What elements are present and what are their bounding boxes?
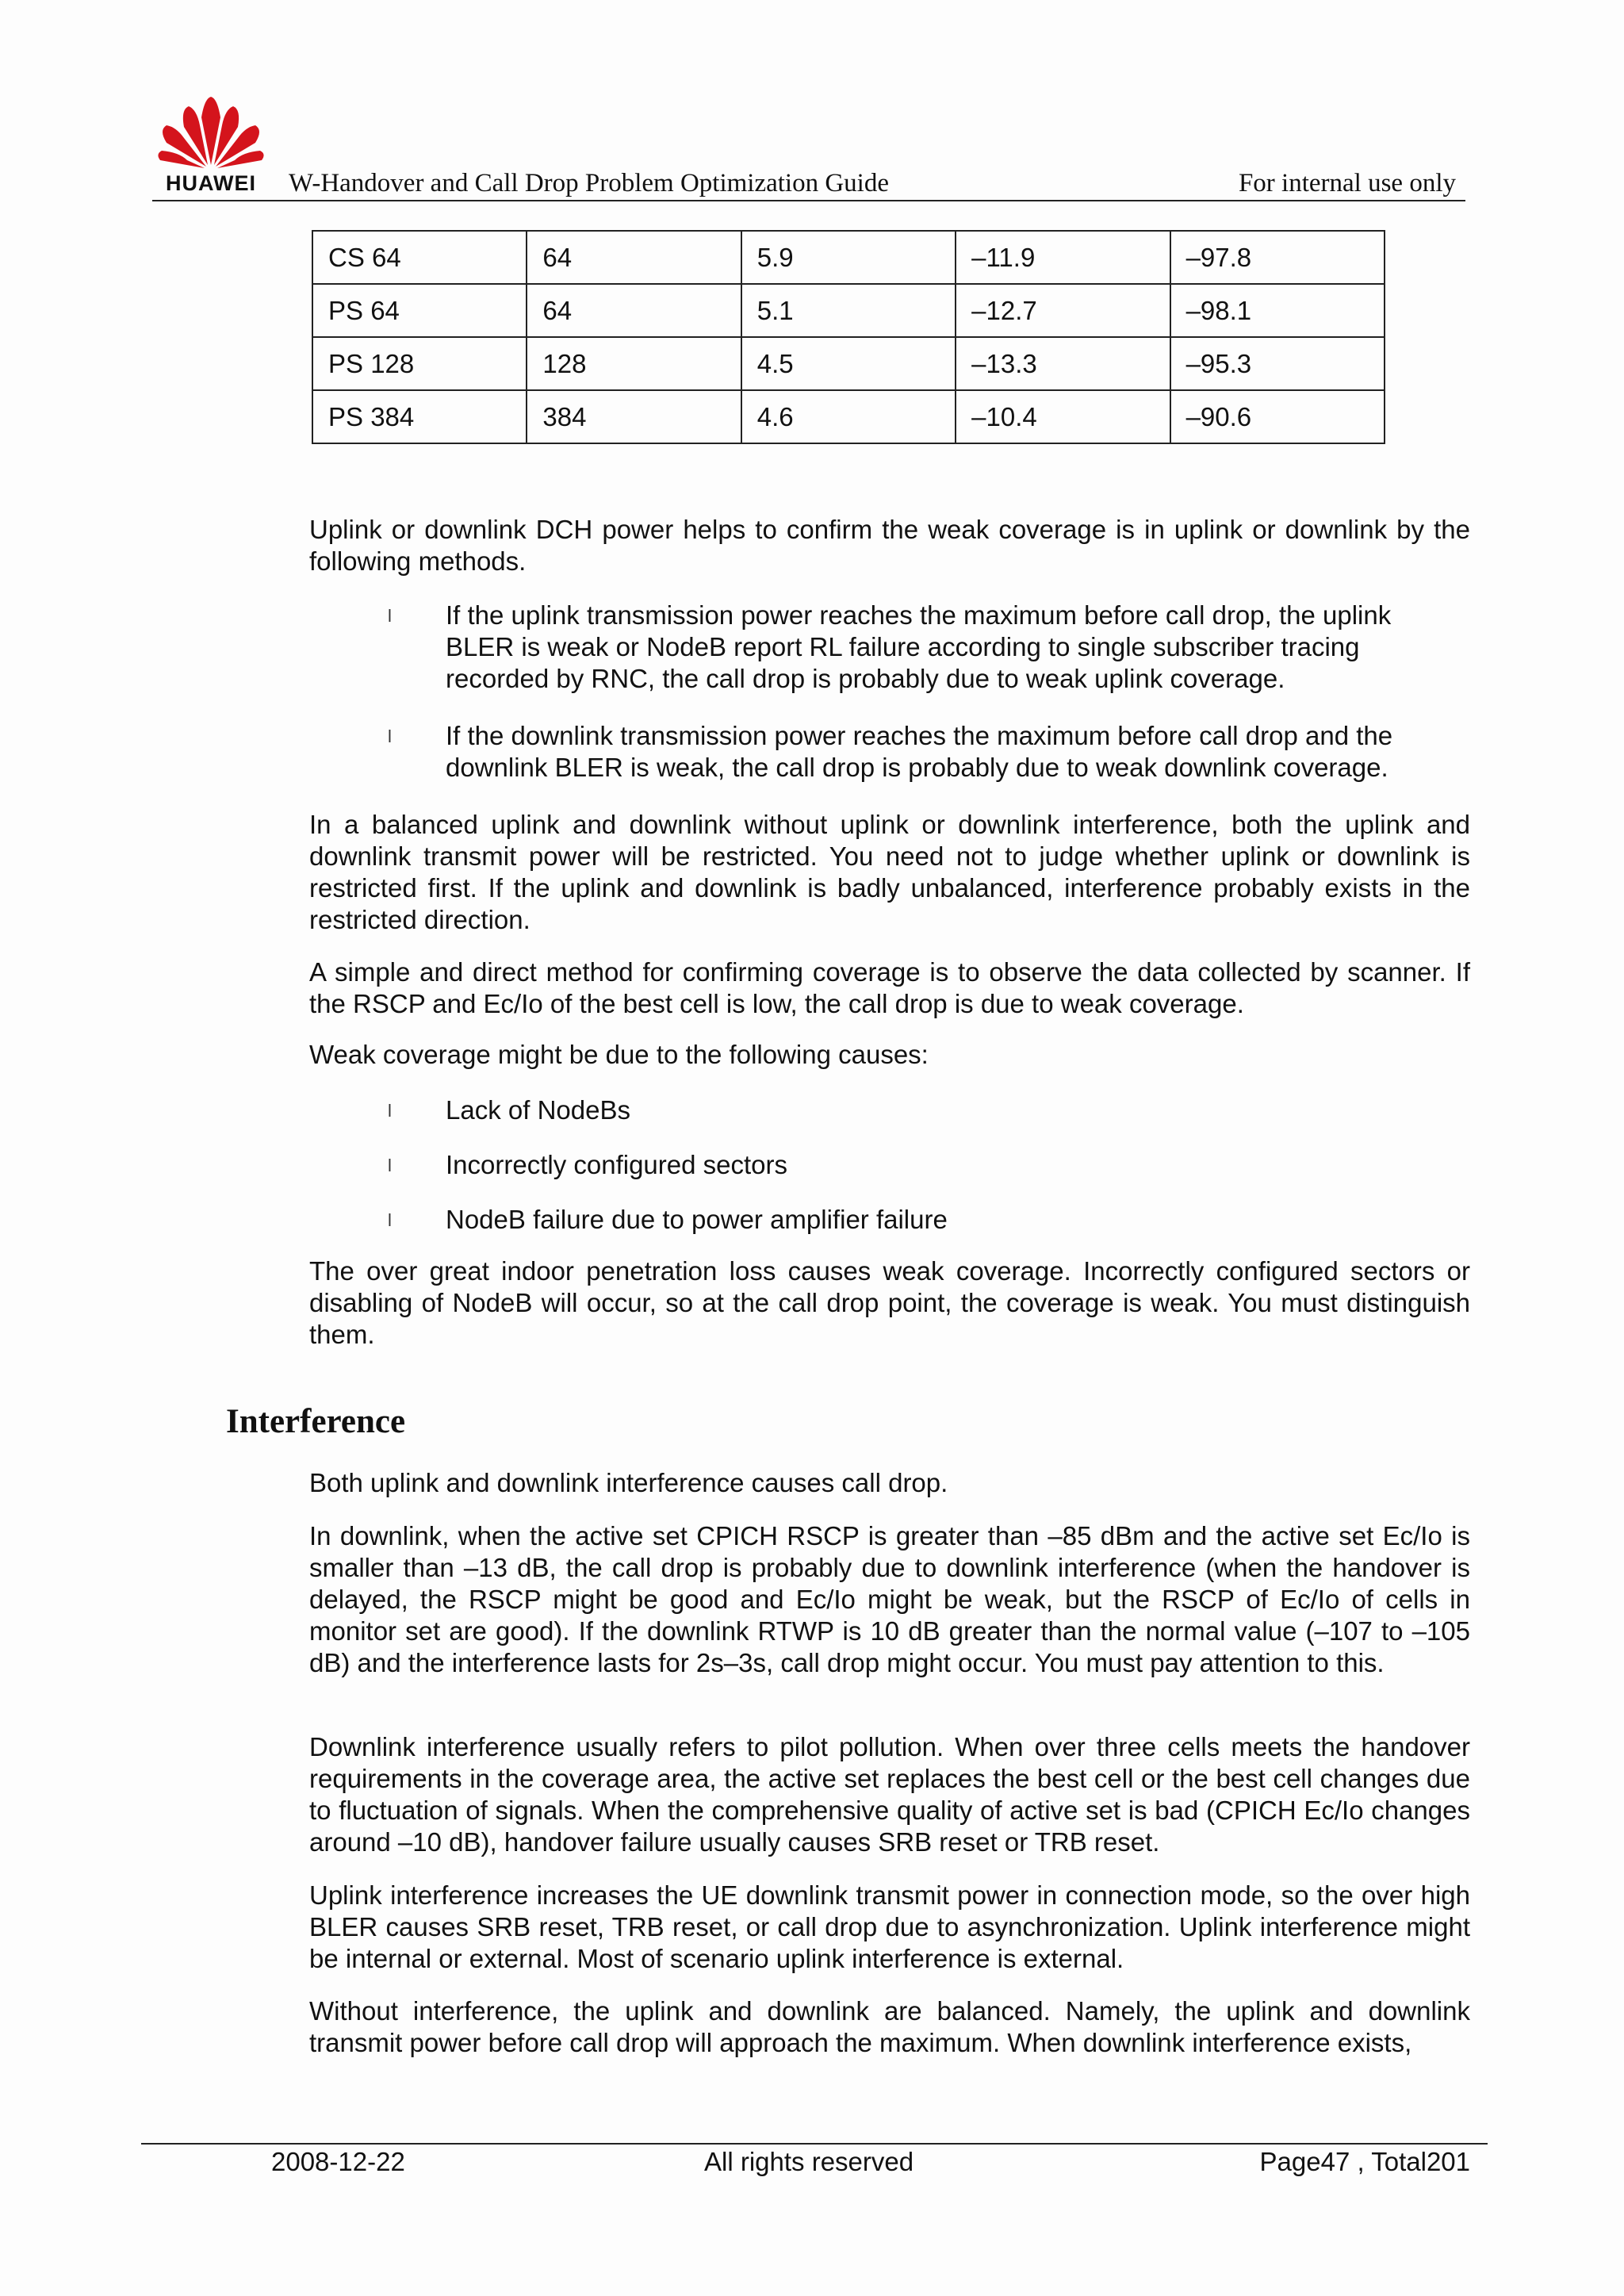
table-cell: 64	[527, 284, 741, 337]
table-cell: –90.6	[1170, 390, 1385, 443]
paragraph: Uplink or downlink DCH power helps to confirm the weak coverage is in uplink or downlink by the following methods.	[309, 515, 1470, 576]
table-cell: –98.1	[1170, 284, 1385, 337]
paragraph-downlink-interference	[309, 1520, 1470, 1679]
table-cell: –11.9	[956, 231, 1170, 284]
table-row	[312, 390, 1385, 443]
footer-divider	[141, 2143, 1488, 2145]
paragraph: The over great indoor penetration loss causes weak coverage. Incorrectly configured sectors or disabling of NodeB will occur, so at the call drop point, the coverage is weak. You must distinguish them.	[309, 1256, 1470, 1349]
footer-page-number: Page47 , Total201	[1259, 2147, 1470, 2176]
table-cell: 64	[527, 231, 741, 284]
table-cell: 384	[527, 390, 741, 443]
bullet-marker: l	[388, 606, 392, 626]
table-cell: –95.3	[1170, 337, 1385, 390]
paragraph-uplink-interference	[309, 1880, 1470, 1975]
paragraph-pilot-pollution	[309, 1731, 1470, 1858]
paragraph-balanced-link	[309, 809, 1470, 936]
table-cell: 5.9	[741, 231, 956, 284]
table-cell: CS 64	[312, 231, 527, 284]
logo-wordmark: HUAWEI	[166, 171, 256, 195]
paragraph-causes-intro	[309, 1039, 1470, 1071]
table-row	[312, 284, 1385, 337]
table-cell: 128	[527, 337, 741, 390]
document-title: W-Handover and Call Drop Problem Optimization Guide	[289, 169, 890, 197]
paragraph-scanner-method	[309, 956, 1470, 1020]
paragraph: Downlink interference usually refers to pilot pollution. When over three cells meets the handover requirements in the coverage area, the active set replaces the best cell or the best cell changes due to fluctuation of signals. When the comprehensive quality of active set is bad (CPICH Ec/Io changes around –10 dB), handover failure usually causes SRB reset or TRB reset.	[309, 1732, 1470, 1857]
paragraph-dch-power	[309, 514, 1470, 577]
table-cell: –12.7	[956, 284, 1170, 337]
huawei-logo	[155, 94, 266, 197]
table-cell: PS 128	[312, 337, 527, 390]
table-row	[312, 231, 1385, 284]
bullet-marker: l	[388, 1156, 392, 1175]
table-cell: PS 384	[312, 390, 527, 443]
table-cell: 5.1	[741, 284, 956, 337]
paragraph-interference-intro	[309, 1467, 1470, 1499]
table-row	[312, 337, 1385, 390]
table-cell: 4.6	[741, 390, 956, 443]
table-cell: –97.8	[1170, 231, 1385, 284]
bullet-marker: l	[388, 1210, 392, 1230]
classification-label: For internal use only	[1238, 169, 1456, 197]
paragraph: Weak coverage might be due to the following causes:	[309, 1040, 929, 1069]
paragraph: In a balanced uplink and downlink without uplink or downlink interference, both the uplink and downlink transmit power will be restricted. You need not to judge whether uplink or downlink is restricted first. If the uplink and downlink is badly unbalanced, interference probably exists in the restricted direction.	[309, 810, 1470, 934]
huawei-flower-icon	[155, 94, 266, 170]
paragraph: Without interference, the uplink and downlink are balanced. Namely, the uplink and downlink transmit power before call drop will approach the maximum. When downlink interference exists,	[309, 1996, 1470, 2057]
table-cell: –10.4	[956, 390, 1170, 443]
paragraph: A simple and direct method for confirming coverage is to observe the data collected by scanner. If the RSCP and Ec/Io of the best cell is low, the call drop is due to weak coverage.	[309, 957, 1470, 1018]
bullet-marker: l	[388, 726, 392, 746]
list-item-text: Incorrectly configured sectors	[446, 1150, 788, 1179]
bullet-marker: l	[388, 1101, 392, 1121]
footer-date: 2008-12-22	[271, 2147, 405, 2176]
section-heading: Interference	[226, 1403, 406, 1440]
table-cell: 4.5	[741, 337, 956, 390]
list-item-text: If the downlink transmission power reaches the maximum before call drop and the downlink BLER is weak, the call drop is probably due to weak downlink coverage.	[446, 721, 1393, 782]
paragraph: Both uplink and downlink interference causes call drop.	[309, 1468, 948, 1497]
table-cell: PS 64	[312, 284, 527, 337]
list-item-text: Lack of NodeBs	[446, 1095, 630, 1125]
list-item-text: NodeB failure due to power amplifier failure	[446, 1205, 948, 1234]
paragraph-penetration-loss	[309, 1255, 1470, 1351]
paragraph: In downlink, when the active set CPICH RSCP is greater than –85 dBm and the active set Ec/Io is smaller than –13 dB, the call drop is probably due to downlink interference (when the handover is delayed, the RSCP might be good and Ec/Io might be weak, but the RSCP of Ec/Io of cells in monitor set are good). If the downlink RTWP is 10 dB greater than the normal value (–107 to –105 dB) and the interference lasts for 2s–3s, call drop might occur. You must pay attention to this.	[309, 1521, 1470, 1677]
list-item-text: If the uplink transmission power reaches the maximum before call drop, the uplink BLER is weak or NodeB report RL failure according to single subscriber tracing recorded by RNC, the call drop is probably due to weak uplink coverage.	[446, 600, 1392, 693]
results-table	[312, 230, 1385, 444]
footer-rights: All rights reserved	[704, 2147, 914, 2176]
header-divider	[152, 200, 1465, 201]
paragraph: Uplink interference increases the UE downlink transmit power in connection mode, so the over high BLER causes SRB reset, TRB reset, or call drop due to asynchronization. Uplink interference might be internal or external. Most of scenario uplink interference is external.	[309, 1880, 1470, 1973]
table-cell: –13.3	[956, 337, 1170, 390]
paragraph-balance	[309, 1995, 1470, 2059]
